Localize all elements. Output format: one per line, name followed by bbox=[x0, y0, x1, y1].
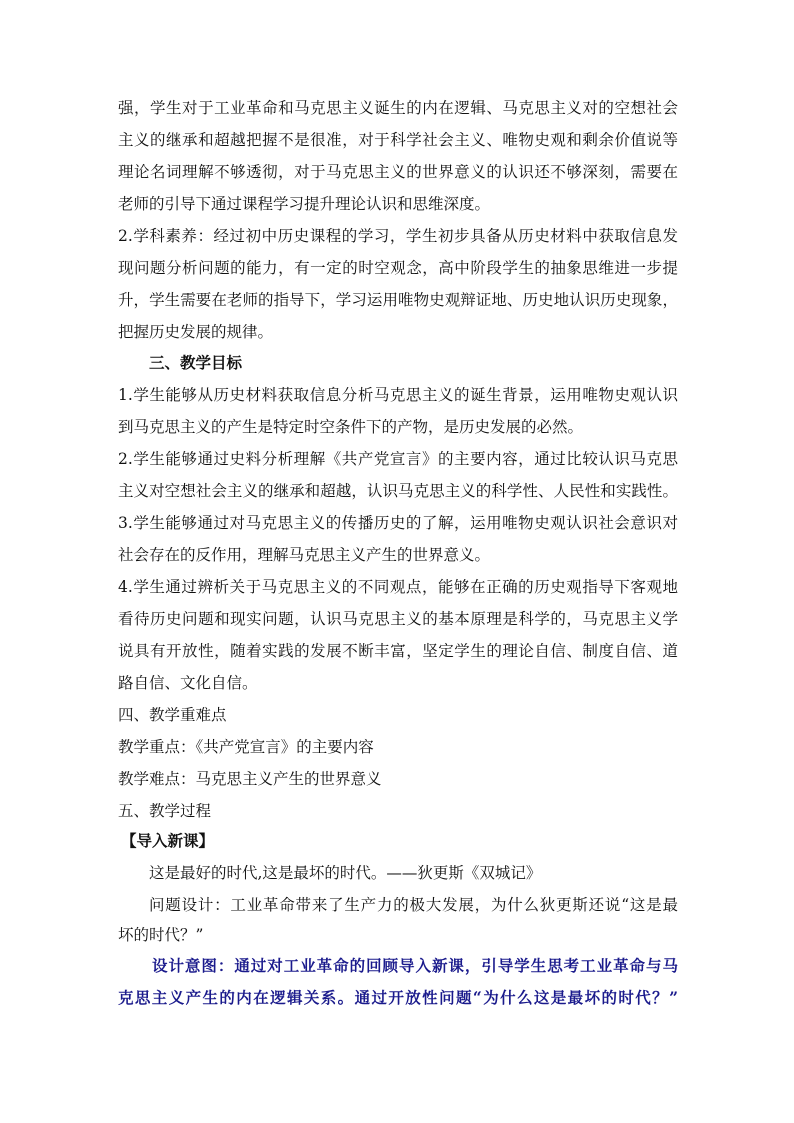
paragraph-line: 问题设计：工业革命带来了生产力的极大发展，为什么狄更斯还说“这是最 bbox=[149, 896, 678, 914]
paragraph-line: 到马克思主义的产生是特定时空条件下的产物，是历史发展的必然。 bbox=[118, 418, 584, 436]
paragraph-line: 路自信、文化自信。 bbox=[118, 674, 258, 692]
paragraph-line: 看待历史问题和现实问题，认识马克思主义的基本原理是科学的，马克思主义学 bbox=[118, 610, 678, 628]
paragraph-line: 现问题分析问题的能力，有一定的时空观念，高中阶段学生的抽象思维进一步提 bbox=[118, 259, 678, 277]
section-heading: 四、教学重难点 bbox=[118, 706, 227, 724]
paragraph-line: 主义的继承和超越把握不是很准，对于科学社会主义、唯物史观和剩余价值说等 bbox=[118, 131, 678, 149]
paragraph-line: 坏的时代？” bbox=[118, 926, 204, 944]
paragraph-line: 主义对空想社会主义的继承和超越，认识马克思主义的科学性、人民性和实践性。 bbox=[118, 482, 678, 500]
paragraph-line: 这是最好的时代,这是最坏的时代。——狄更斯《双城记》 bbox=[149, 864, 542, 882]
paragraph-line: 说具有开放性，随着实践的发展不断丰富，坚定学生的理论自信、制度自信、道 bbox=[118, 642, 678, 660]
paragraph-line: 把握历史发展的规律。 bbox=[118, 323, 274, 341]
paragraph-line: 3.学生能够通过对马克思主义的传播历史的了解，运用唯物史观认识社会意识对 bbox=[118, 514, 678, 532]
design-intent-line: 克思主义产生的内在逻辑关系。通过开放性问题“为什么这是最坏的时代？” bbox=[118, 988, 678, 1007]
section-heading: 五、教学过程 bbox=[118, 802, 212, 820]
design-intent-line: 设计意图：通过对工业革命的回顾导入新课，引导学生思考工业革命与马 bbox=[152, 956, 678, 975]
paragraph-line: 社会存在的反作用，理解马克思主义产生的世界意义。 bbox=[118, 546, 491, 564]
subsection-heading: 【导入新课】 bbox=[121, 831, 215, 850]
paragraph-line: 理论名词理解不够透彻，对于马克思主义的世界意义的认识还不够深刻，需要在 bbox=[118, 163, 678, 181]
paragraph-line: 强，学生对于工业革命和马克思主义诞生的内在逻辑、马克思主义对的空想社会 bbox=[118, 99, 678, 117]
paragraph-line: 教学难点：马克思主义产生的世界意义 bbox=[118, 770, 382, 788]
paragraph-line: 4.学生通过辨析关于马克思主义的不同观点，能够在正确的历史观指导下客观地 bbox=[118, 578, 678, 596]
paragraph-line: 老师的引导下通过课程学习提升理论认识和思维深度。 bbox=[118, 195, 491, 213]
paragraph-line: 升，学生需要在老师的指导下，学习运用唯物史观辩证地、历史地认识历史现象， bbox=[118, 291, 678, 309]
paragraph-line: 教学重点：《共产党宣言》的主要内容 bbox=[118, 738, 374, 756]
section-heading: 三、教学目标 bbox=[149, 353, 243, 372]
paragraph-line: 1.学生能够从历史材料获取信息分析马克思主义的诞生背景，运用唯物史观认识 bbox=[118, 386, 678, 404]
paragraph-line: 2.学生能够通过史料分析理解《共产党宣言》的主要内容，通过比较认识马克思 bbox=[118, 450, 678, 468]
paragraph-line: 2.学科素养：经过初中历史课程的学习，学生初步具备从历史材料中获取信息发 bbox=[118, 227, 678, 245]
